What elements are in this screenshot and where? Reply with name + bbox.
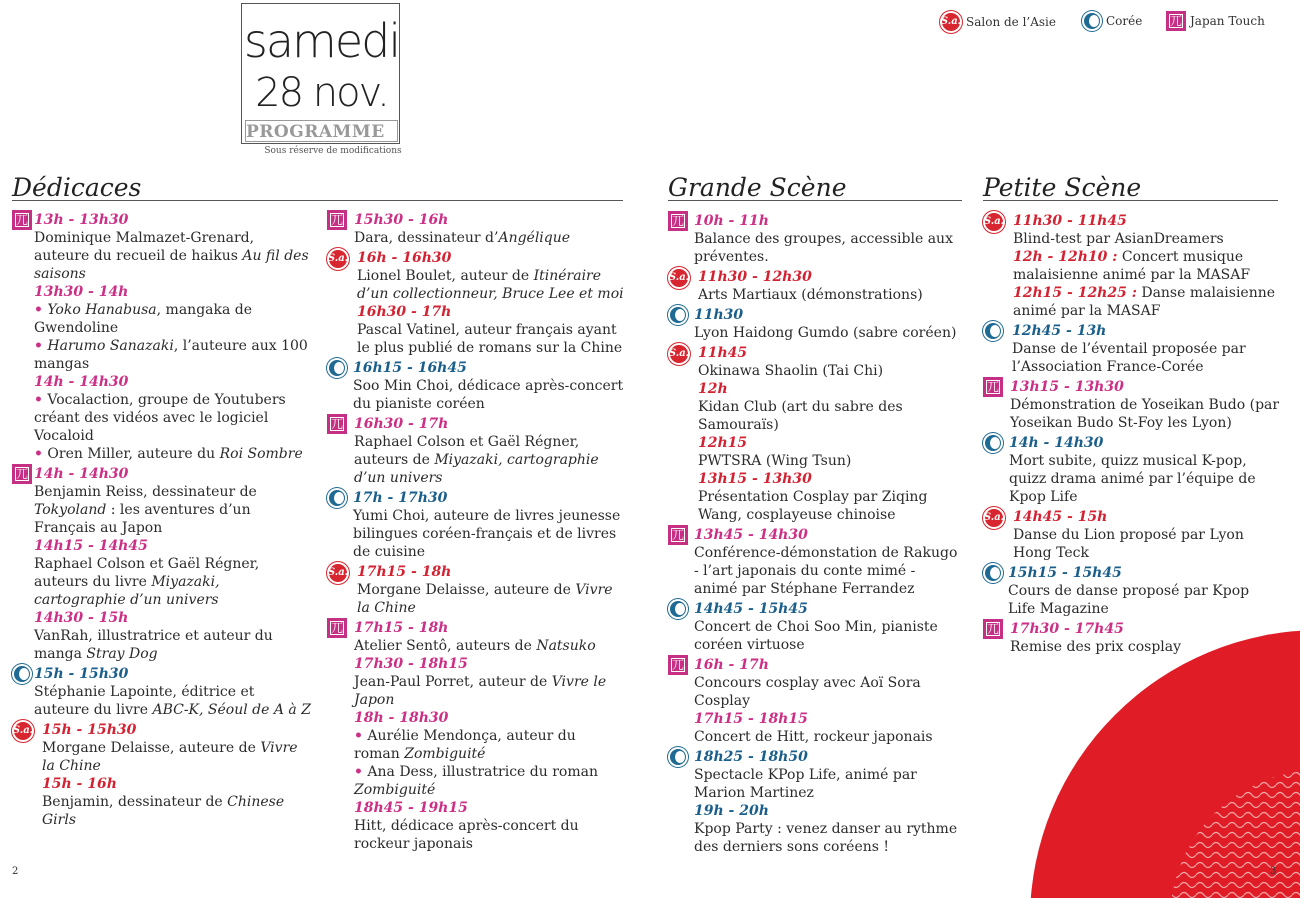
list-item bbox=[668, 600, 962, 654]
time-slot: 13h15 - 13h30 bbox=[1010, 379, 1124, 395]
time-slot: 16h30 - 17h bbox=[354, 416, 449, 432]
japan-touch-icon: 兀 bbox=[327, 414, 347, 434]
red-circle-decoration bbox=[1020, 620, 1300, 898]
event-text: Concert de Choi Soo Min, pianiste coréen virtuose bbox=[694, 619, 938, 653]
time-slot: 12h15 bbox=[698, 435, 748, 451]
event-text: Lyon Haidong Gumdo (sabre coréen) bbox=[694, 325, 957, 341]
list-item bbox=[12, 665, 312, 719]
japan-touch-icon: 兀 bbox=[327, 618, 347, 638]
time-slot: 11h30 - 12h30 bbox=[698, 269, 812, 285]
event-text: PWTSRA (Wing Tsun) bbox=[698, 453, 852, 469]
time-slot: 14h30 - 15h bbox=[34, 610, 129, 626]
event-text: Danse du Lion proposé par Lyon Hong Teck bbox=[1013, 527, 1244, 561]
time-slot: 13h15 - 13h30 bbox=[698, 471, 812, 487]
list-item bbox=[668, 306, 962, 342]
page-number-right: 3 bbox=[1270, 866, 1277, 877]
japan-touch-icon: 兀 bbox=[12, 464, 32, 484]
event-text: 12h - 12h10 : Concert musique malaisienne animé par la MASAF bbox=[1013, 249, 1251, 283]
legend-japan-touch bbox=[1166, 11, 1265, 31]
japan-touch-icon: 兀 bbox=[668, 525, 688, 545]
legend-salon-asie bbox=[940, 11, 1056, 33]
event-text: • Oren Miller, auteure du Roi Sombre bbox=[34, 446, 303, 462]
event-text: Conférence-démonstation de Rakugo - l’art japonais du conte mimé - animé par Stéphane Ferrandez bbox=[694, 545, 958, 597]
section-title-dedicaces: Dédicaces bbox=[12, 173, 142, 202]
time-slot: 16h - 17h bbox=[694, 657, 769, 673]
event-text: • Ana Dess, illustratrice du roman Zombiguité bbox=[354, 764, 598, 798]
event-text: Raphael Colson et Gaël Régner, auteurs du livre Miyazaki, cartographie d’un univers bbox=[34, 556, 260, 608]
title-date: 28 nov. bbox=[255, 70, 388, 116]
time-slot: 15h - 15h30 bbox=[34, 666, 129, 682]
event-text: Balance des groupes, accessible aux préventes. bbox=[694, 231, 953, 265]
time-slot: 13h45 - 14h30 bbox=[694, 527, 808, 543]
time-slot: 17h30 - 17h45 bbox=[1010, 621, 1124, 637]
time-slot: 17h30 - 18h15 bbox=[354, 656, 468, 672]
salon-asie-icon: S.a. bbox=[983, 211, 1005, 233]
event-text: Kidan Club (art du sabre des Samouraïs) bbox=[698, 399, 903, 433]
time-slot: 17h15 - 18h bbox=[354, 620, 449, 636]
list-item bbox=[668, 268, 962, 304]
time-slot: 18h25 - 18h50 bbox=[694, 749, 808, 765]
list-item bbox=[983, 508, 1280, 562]
event-text: Danse de l’éventail proposée par l’Association France-Corée bbox=[1012, 341, 1246, 375]
event-text: Morgane Delaisse, auteure de Vivre la Chine bbox=[357, 582, 613, 616]
salon-asie-icon: S.a. bbox=[668, 343, 690, 365]
event-text: Remise des prix cosplay bbox=[1010, 639, 1182, 655]
event-text: 12h15 - 12h25 : Danse malaisienne animé par la MASAF bbox=[1013, 285, 1276, 319]
list-item bbox=[668, 656, 962, 746]
event-text: Morgane Delaisse, auteure de Vivre la Chine bbox=[42, 740, 298, 774]
list-item bbox=[327, 211, 625, 247]
coree-icon bbox=[668, 747, 688, 767]
coree-icon bbox=[983, 321, 1003, 341]
event-text: Spectacle KPop Life, animé par Marion Martinez bbox=[694, 767, 917, 801]
event-text: Raphael Colson et Gaël Régner, auteurs de Miyazaki, cartographie d’un univers bbox=[354, 434, 599, 486]
list-item bbox=[12, 211, 312, 463]
list-item bbox=[668, 344, 962, 524]
petite-scene-column bbox=[983, 212, 1280, 658]
event-text: Atelier Sentô, auteurs de Natsuko bbox=[354, 638, 596, 654]
divider bbox=[12, 200, 623, 201]
time-slot: 15h - 15h30 bbox=[42, 722, 137, 738]
legend-label: Japan Touch bbox=[1190, 14, 1265, 28]
legend-coree bbox=[1082, 11, 1142, 31]
event-text: • Harumo Sanazaki, l’auteure aux 100 mangas bbox=[34, 338, 308, 372]
list-item bbox=[983, 322, 1280, 376]
event-text: Stéphanie Lapointe, éditrice et auteure du livre ABC-K, Séoul de A à Z bbox=[34, 684, 311, 718]
list-item bbox=[983, 212, 1280, 320]
event-text: Yumi Choi, auteure de livres jeunesse bilingues coréen-français et de livres de cuisine bbox=[353, 508, 621, 560]
title-box bbox=[241, 3, 400, 144]
time-slot: 12h45 - 13h bbox=[1012, 323, 1107, 339]
coree-icon bbox=[12, 664, 32, 684]
event-text: Pascal Vatinel, auteur français ayant le plus publié de romans sur la Chine bbox=[357, 322, 623, 356]
salon-asie-icon: S.a. bbox=[327, 248, 349, 270]
coree-icon bbox=[1082, 11, 1102, 31]
coree-icon bbox=[668, 599, 688, 619]
time-slot: 11h30 bbox=[694, 307, 744, 323]
japan-touch-icon: 兀 bbox=[1166, 11, 1186, 31]
divider bbox=[983, 200, 1278, 201]
programme-label: PROGRAMME bbox=[246, 122, 385, 142]
salon-asie-icon: S.a. bbox=[983, 507, 1005, 529]
list-item bbox=[327, 359, 625, 413]
event-text: Dominique Malmazet-Grenard, auteure du recueil de haikus Au fil des saisons bbox=[34, 230, 309, 282]
event-text: • Vocalaction, groupe de Youtubers créant des vidéos avec le logiciel Vocaloid bbox=[34, 392, 286, 444]
coree-icon bbox=[327, 358, 347, 378]
time-slot: 11h30 - 11h45 bbox=[1013, 213, 1127, 229]
time-slot: 14h45 - 15h bbox=[1013, 509, 1108, 525]
title-day: samedi bbox=[243, 14, 400, 68]
time-slot: 11h45 bbox=[698, 345, 748, 361]
list-item bbox=[983, 434, 1280, 506]
time-slot: 10h - 11h bbox=[694, 213, 769, 229]
event-text: Jean-Paul Porret, auteur de Vivre le Japon bbox=[354, 674, 607, 708]
grande-scene-column bbox=[668, 212, 962, 858]
divider bbox=[668, 200, 962, 201]
section-title-grande-scene: Grande Scène bbox=[668, 173, 847, 202]
time-slot: 19h - 20h bbox=[694, 803, 769, 819]
event-text: Soo Min Choi, dédicace après-concert du pianiste coréen bbox=[353, 378, 624, 412]
salon-asie-icon: S.a. bbox=[12, 720, 34, 742]
list-item bbox=[327, 563, 625, 617]
time-slot: 15h15 - 15h45 bbox=[1008, 565, 1122, 581]
salon-asie-icon: S.a. bbox=[668, 267, 690, 289]
salon-asie-icon: S.a. bbox=[940, 11, 962, 33]
salon-asie-icon: S.a. bbox=[327, 562, 349, 584]
event-text: Démonstration de Yoseikan Budo (par Yoseikan Budo St-Foy les Lyon) bbox=[1010, 397, 1280, 431]
list-item bbox=[983, 564, 1280, 618]
time-slot: 14h15 - 14h45 bbox=[34, 538, 148, 554]
event-text: Kpop Party : venez danser au rythme des derniers sons coréens ! bbox=[694, 821, 958, 855]
time-slot: 13h - 13h30 bbox=[34, 212, 129, 228]
page-number-left: 2 bbox=[12, 866, 19, 877]
time-slot: 13h30 - 14h bbox=[34, 284, 129, 300]
time-slot: 16h15 - 16h45 bbox=[353, 360, 467, 376]
coree-icon bbox=[327, 488, 347, 508]
event-text: • Aurélie Mendonça, auteur du roman Zombiguité bbox=[354, 728, 576, 762]
legend-label: Salon de l’Asie bbox=[966, 15, 1056, 29]
time-slot: 17h15 - 18h15 bbox=[694, 711, 808, 727]
japan-touch-icon: 兀 bbox=[983, 619, 1003, 639]
event-text: Lionel Boulet, auteur de Itinéraire d’un collectionneur, Bruce Lee et moi bbox=[357, 268, 624, 302]
japan-touch-icon: 兀 bbox=[983, 377, 1003, 397]
list-item bbox=[668, 526, 962, 598]
event-text: Concours cosplay avec Aoï Sora Cosplay bbox=[694, 675, 921, 709]
time-slot: 16h - 16h30 bbox=[357, 250, 452, 266]
event-text: Blind-test par AsianDreamers bbox=[1013, 231, 1224, 247]
time-slot: 18h - 18h30 bbox=[354, 710, 449, 726]
event-text: Arts Martiaux (démonstrations) bbox=[698, 287, 923, 303]
list-item bbox=[12, 465, 312, 663]
japan-touch-icon: 兀 bbox=[327, 210, 347, 230]
list-item bbox=[983, 378, 1280, 432]
time-slot: 14h - 14h30 bbox=[1009, 435, 1104, 451]
event-text: Cours de danse proposé par Kpop Life Magazine bbox=[1008, 583, 1250, 617]
list-item bbox=[668, 212, 962, 266]
event-text: Concert de Hitt, rockeur japonais bbox=[694, 729, 933, 745]
list-item bbox=[327, 249, 625, 357]
list-item bbox=[327, 619, 625, 853]
time-slot: 17h15 - 18h bbox=[357, 564, 452, 580]
japan-touch-icon: 兀 bbox=[668, 211, 688, 231]
event-text: VanRah, illustratrice et auteur du manga Stray Dog bbox=[34, 628, 273, 662]
legend-label: Corée bbox=[1106, 14, 1143, 28]
event-text: Présentation Cosplay par Ziqing Wang, cosplayeuse chinoise bbox=[698, 489, 928, 523]
event-text: Dara, dessinateur d’Angélique bbox=[354, 230, 571, 246]
event-text: Mort subite, quizz musical K-pop, quizz drama animé par l’équipe de Kpop Life bbox=[1009, 453, 1256, 505]
section-title-petite-scene: Petite Scène bbox=[983, 173, 1142, 202]
time-slot: 12h bbox=[698, 381, 728, 397]
list-item bbox=[983, 620, 1280, 656]
event-text: Okinawa Shaolin (Tai Chi) bbox=[698, 363, 884, 379]
time-slot: 16h30 - 17h bbox=[357, 304, 452, 320]
time-slot: 18h45 - 19h15 bbox=[354, 800, 468, 816]
list-item bbox=[327, 489, 625, 561]
event-text: • Yoko Hanabusa, mangaka de Gwendoline bbox=[34, 302, 253, 336]
japan-touch-icon: 兀 bbox=[12, 210, 32, 230]
time-slot: 15h - 16h bbox=[42, 776, 117, 792]
time-slot: 15h30 - 16h bbox=[354, 212, 449, 228]
time-slot: 14h45 - 15h45 bbox=[694, 601, 808, 617]
time-slot: 14h - 14h30 bbox=[34, 374, 129, 390]
event-text: Benjamin Reiss, dessinateur de Tokyoland : les aventures d’un Français au Japon bbox=[34, 484, 257, 536]
coree-icon bbox=[668, 305, 688, 325]
dedicaces-column-2 bbox=[327, 211, 625, 855]
coree-icon bbox=[983, 563, 1003, 583]
japan-touch-icon: 兀 bbox=[668, 655, 688, 675]
event-text: Hitt, dédicace après-concert du rockeur japonais bbox=[354, 818, 579, 852]
event-text: Benjamin, dessinateur de Chinese Girls bbox=[42, 794, 285, 828]
time-slot: 17h - 17h30 bbox=[353, 490, 448, 506]
list-item bbox=[327, 415, 625, 487]
modifications-note: Sous réserve de modifications bbox=[264, 146, 402, 156]
dedicaces-column-1 bbox=[12, 211, 312, 831]
list-item bbox=[12, 721, 312, 829]
time-slot: 14h - 14h30 bbox=[34, 466, 129, 482]
coree-icon bbox=[983, 433, 1003, 453]
list-item bbox=[668, 748, 962, 856]
